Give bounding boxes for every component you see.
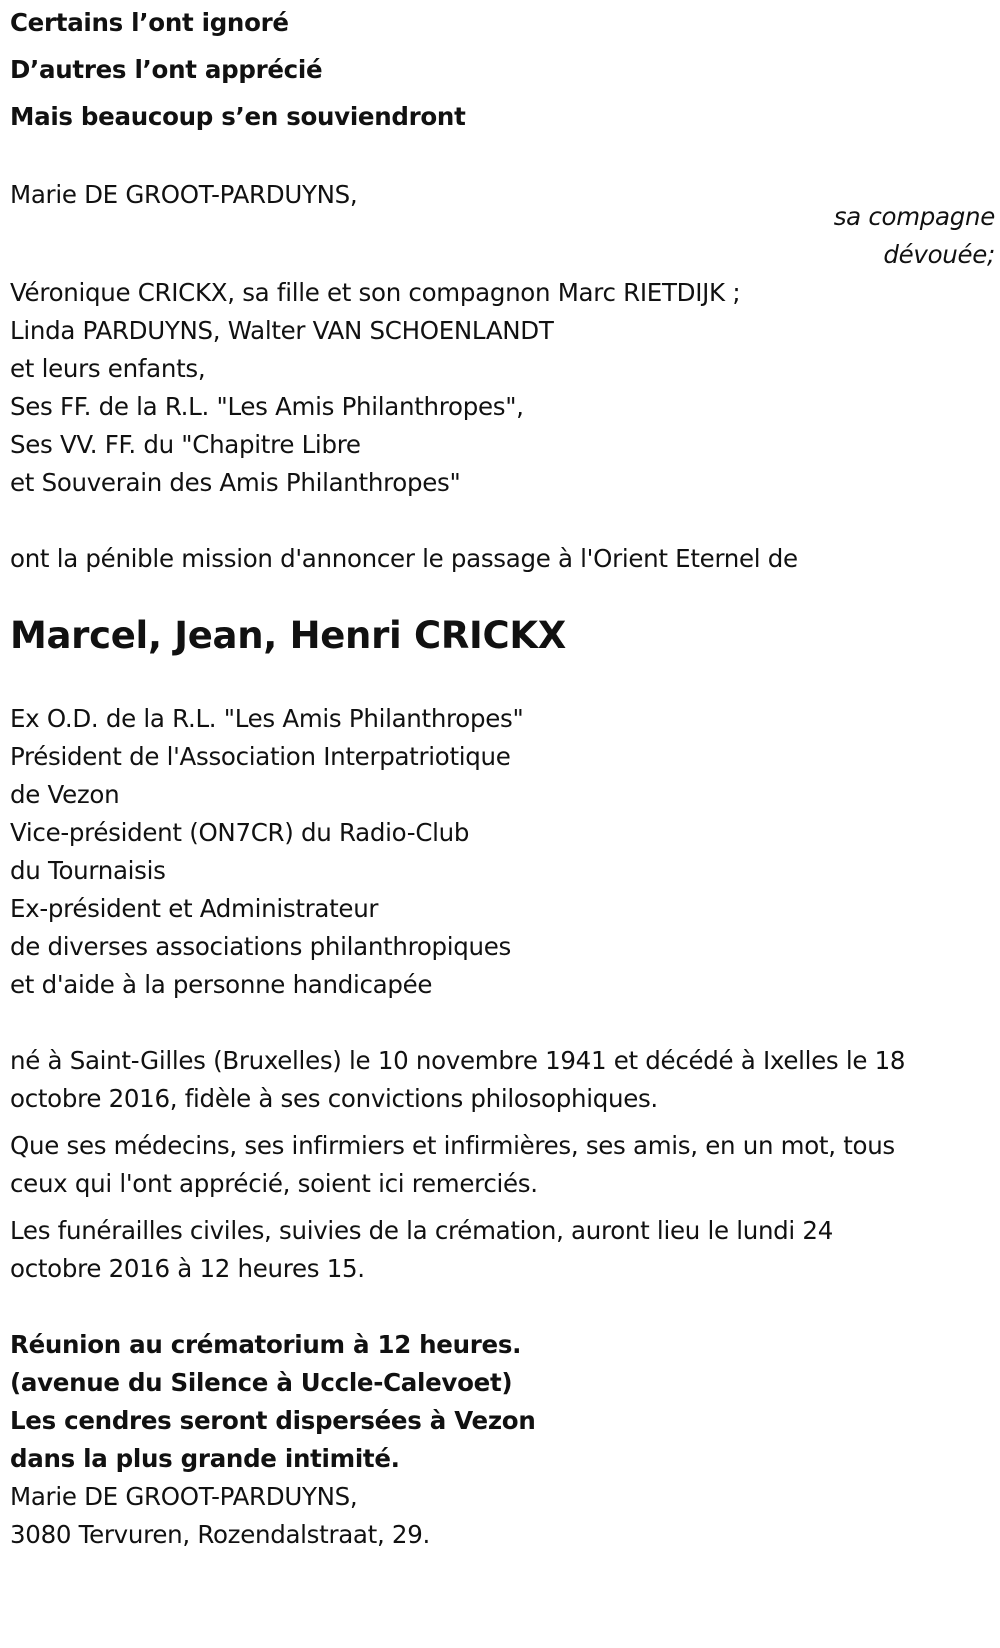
thanks-line-1: Que ses médecins, ses infirmiers et infirmières, ses amis, en un mot, tous (10, 1131, 895, 1160)
contact-name: Marie DE GROOT-PARDUYNS, (10, 1482, 358, 1511)
family-line-2: Linda PARDUYNS, Walter VAN SCHOENLANDT (10, 316, 554, 345)
title-line-1: Ex O.D. de la R.L. "Les Amis Philanthropes" (10, 704, 524, 733)
title-line-6: Ex-président et Administrateur (10, 894, 379, 923)
epigraph-line-2: D’autres l’ont apprécié (10, 55, 323, 84)
ceremony-line-3: Les cendres seront dispersées à Vezon (10, 1406, 536, 1435)
announcement-text: ont la pénible mission d'annoncer le passage à l'Orient Eternel de (10, 544, 798, 573)
birth-death-line-2: octobre 2016, fidèle à ses convictions philosophiques. (10, 1084, 658, 1113)
ceremony-line-1: Réunion au crématorium à 12 heures. (10, 1330, 522, 1359)
companion-name: Marie DE GROOT-PARDUYNS, (10, 180, 358, 209)
ceremony-line-2: (avenue du Silence à Uccle-Calevoet) (10, 1368, 513, 1397)
thanks-line-2: ceux qui l'ont apprécié, soient ici remerciés. (10, 1169, 538, 1198)
title-line-4: Vice-président (ON7CR) du Radio-Club (10, 818, 470, 847)
title-line-7: de diverses associations philanthropiques (10, 932, 511, 961)
epigraph-line-1: Certains l’ont ignoré (10, 8, 289, 37)
title-line-5: du Tournaisis (10, 856, 166, 885)
ceremony-line-4: dans la plus grande intimité. (10, 1444, 400, 1473)
companion-role-line-1: sa compagne (833, 202, 995, 231)
birth-death-line-1: né à Saint-Gilles (Bruxelles) le 10 novembre 1941 et décédé à Ixelles le 18 (10, 1046, 906, 1075)
family-line-1: Véronique CRICKX, sa fille et son compagnon Marc RIETDIJK ; (10, 278, 741, 307)
family-line-4: Ses FF. de la R.L. "Les Amis Philanthropes", (10, 392, 524, 421)
title-line-8: et d'aide à la personne handicapée (10, 970, 433, 999)
funeral-line-2: octobre 2016 à 12 heures 15. (10, 1254, 365, 1283)
family-line-5: Ses VV. FF. du "Chapitre Libre (10, 430, 361, 459)
deceased-name: Marcel, Jean, Henri CRICKX (10, 614, 566, 657)
title-line-3: de Vezon (10, 780, 120, 809)
title-line-2: Président de l'Association Interpatriotique (10, 742, 511, 771)
family-line-3: et leurs enfants, (10, 354, 206, 383)
family-line-6: et Souverain des Amis Philanthropes" (10, 468, 461, 497)
companion-role-line-2: dévouée; (883, 240, 995, 269)
funeral-line-1: Les funérailles civiles, suivies de la crémation, auront lieu le lundi 24 (10, 1216, 833, 1245)
epigraph-line-3: Mais beaucoup s’en souviendront (10, 102, 466, 131)
contact-address: 3080 Tervuren, Rozendalstraat, 29. (10, 1520, 430, 1549)
